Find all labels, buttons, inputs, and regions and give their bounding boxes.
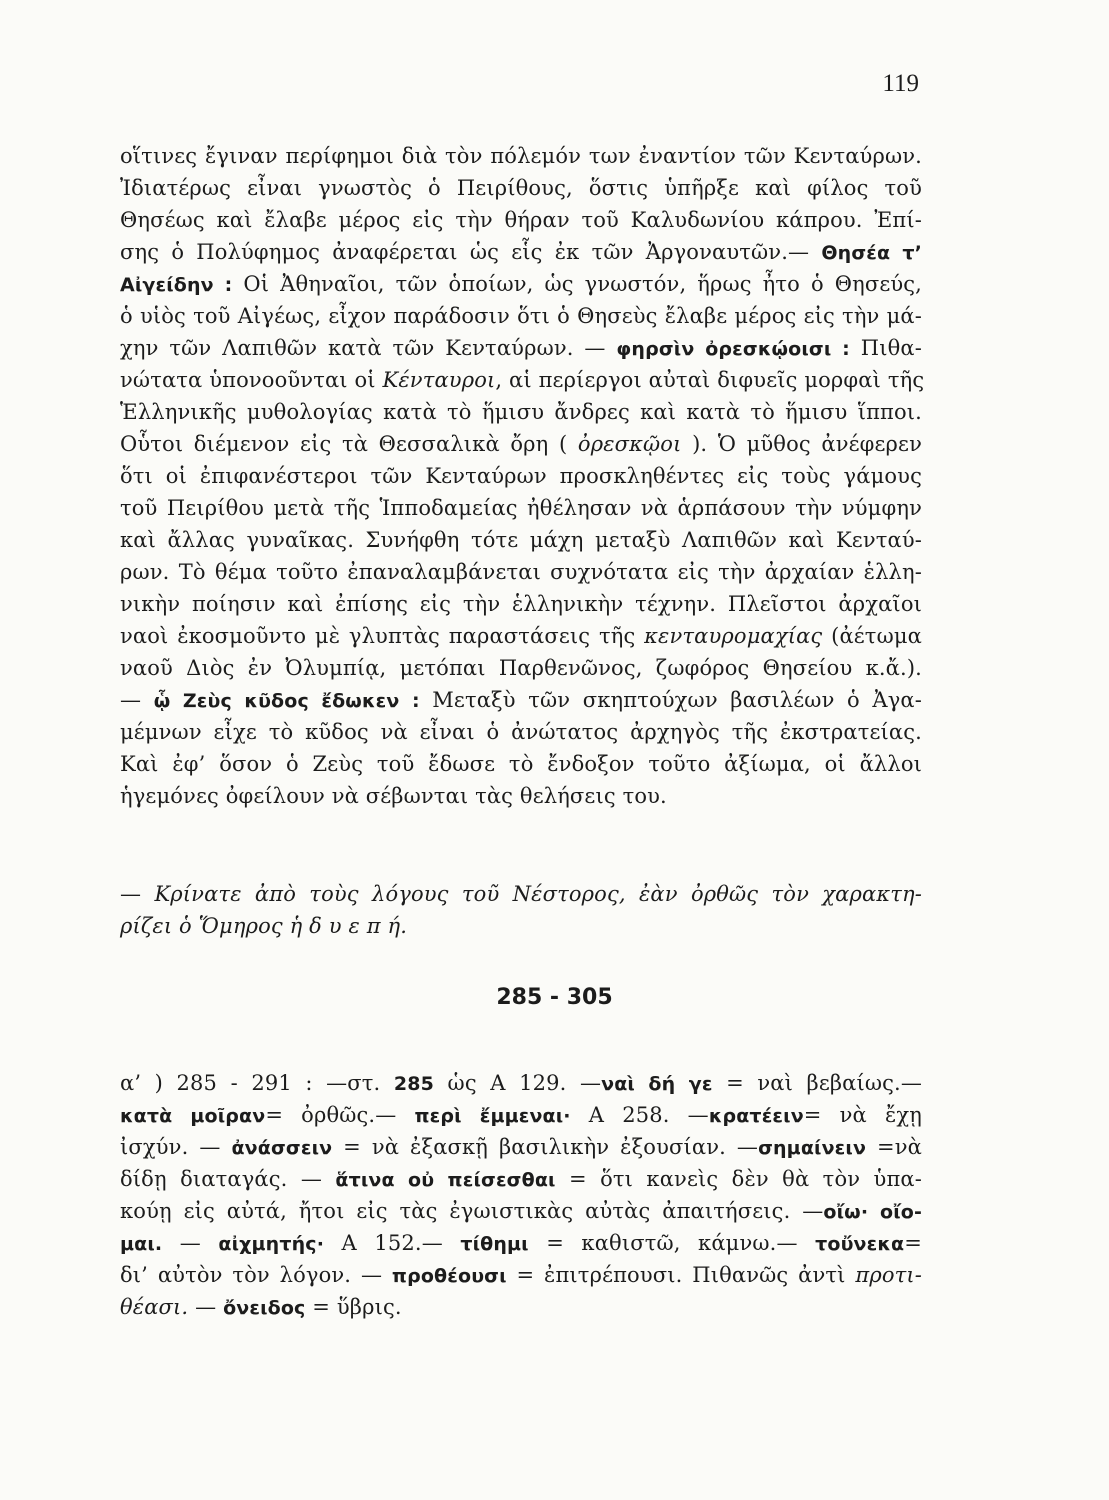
text-run: μέμνων εἶχε τὸ κῦδος νὰ εἶναι ὁ ἀνώτατος ἀρχηγὸς τῆς ἐκστρατείας. bbox=[120, 720, 922, 744]
commentary-main-text bbox=[120, 140, 925, 812]
text-run: οἵτινες ἔγιναν περίφημοι διὰ τὸν πόλεμόν των ἐναντίον τῶν Κενταύρων. bbox=[120, 144, 922, 168]
page-number: 119 bbox=[882, 70, 919, 97]
lemma-term: μαι. bbox=[120, 1233, 163, 1255]
text-line bbox=[120, 428, 922, 460]
lemma-term: οἴω· οἴο- bbox=[823, 1201, 922, 1223]
text-run: — bbox=[120, 882, 155, 906]
lemma-term: Αἰγείδην : bbox=[120, 274, 233, 296]
text-run: ναοῦ Διὸς ἐν Ὀλυμπίᾳ, μετόπαι Παρθενῶνος, ζωφόρος Θησείου κ.ἄ.). bbox=[120, 656, 922, 680]
lemma-term: ναὶ δή γε bbox=[601, 1073, 713, 1095]
text-line bbox=[120, 460, 922, 492]
text-run: (ἀέτωμα bbox=[822, 624, 922, 648]
italic-phrase: ρίζει ὁ Ὅμηρος ἡ δ υ ε π ή. bbox=[120, 914, 408, 938]
text-run: = καθιστῶ, κάμνω.— bbox=[528, 1231, 816, 1255]
text-run: ἡγεμόνες ὀφείλουν νὰ σέβωνται τὰς θελήσεις του. bbox=[120, 784, 667, 808]
text-run: — bbox=[188, 1295, 224, 1319]
text-run: α’ ) 285 - 291 : —στ. bbox=[120, 1071, 394, 1095]
text-run: ναοὶ ἐκοσμοῦντο μὲ γλυπτὰς παραστάσεις τῆς bbox=[120, 624, 645, 648]
lemma-term: τοὔνεκα bbox=[815, 1233, 905, 1255]
text-run: χην τῶν Λαπιθῶν κατὰ τῶν Κενταύρων. — bbox=[120, 336, 617, 360]
commentary-line bbox=[120, 1227, 922, 1259]
lemma-term: Θησέα τ’ bbox=[821, 242, 923, 264]
text-run: — bbox=[120, 688, 154, 712]
text-run: ὅτι οἱ ἐπιφανέστεροι τῶν Κενταύρων προσκληθέντες εἰς τοὺς γάμους bbox=[120, 464, 922, 488]
text-run: σης ὁ Πολύφημος ἀναφέρεται ὡς εἷς ἐκ τῶν Ἀργοναυτῶν.— bbox=[120, 240, 822, 264]
text-run: τοῦ Πειρίθου μετὰ τῆς Ἱπποδαμείας ἠθέλησαν νὰ ἁρπάσουν τὴν νύμφην bbox=[120, 496, 922, 520]
text-run: Ἑλληνικῆς μυθολογίας κατὰ τὸ ἥμισυ ἄνδρες καὶ κατὰ τὸ ἥμισυ ἵπποι. bbox=[120, 400, 922, 424]
text-line bbox=[120, 748, 922, 780]
commentary-line bbox=[120, 1163, 922, 1195]
text-run: — bbox=[162, 1231, 219, 1255]
italic-phrase: προτι- bbox=[855, 1263, 923, 1287]
text-run: ὡς Α 129. — bbox=[434, 1071, 602, 1095]
text-line bbox=[120, 620, 922, 652]
text-run: Ἰδιατέρως εἶναι γνωστὸς ὁ Πειρίθους, ὅστις ὑπῆρξε καὶ φίλος τοῦ bbox=[120, 176, 922, 200]
lemma-term: τίθημι bbox=[460, 1233, 529, 1255]
text-run: = ναὶ βεβαίως.— bbox=[712, 1071, 923, 1095]
text-run: = bbox=[904, 1231, 922, 1255]
text-line bbox=[120, 236, 922, 268]
text-run: νικὴν ποίησιν καὶ ἐπίσης εἰς τὴν ἑλληνικὴν τέχνην. Πλεῖστοι ἀρχαῖοι bbox=[120, 592, 922, 616]
text-run: , αἱ περίεργοι αὐταὶ διφυεῖς μορφαὶ τῆς bbox=[495, 368, 925, 392]
text-line bbox=[120, 588, 922, 620]
text-line bbox=[120, 332, 922, 364]
commentary-line bbox=[120, 1067, 922, 1099]
lemma-term: κατὰ μοῖραν bbox=[120, 1105, 266, 1127]
text-run: = ὀρθῶς.— bbox=[265, 1103, 415, 1127]
commentary-line bbox=[120, 1099, 922, 1131]
text-run: Πιθα- bbox=[849, 336, 922, 360]
lemma-term: περὶ ἔμμεναι· bbox=[414, 1105, 571, 1127]
commentary-line bbox=[120, 1259, 922, 1291]
text-run: = ἐπιτρέπουσι. Πιθανῶς ἀντὶ bbox=[506, 1263, 856, 1287]
lemma-term: ὄνειδος bbox=[223, 1297, 306, 1319]
question-line bbox=[120, 878, 922, 910]
text-line bbox=[120, 780, 922, 812]
text-line bbox=[120, 652, 922, 684]
text-run: ). Ὁ μῦθος ἀνέφερεν bbox=[681, 432, 922, 456]
text-run: Καὶ ἐφ’ ὅσον ὁ Ζεὺς τοῦ ἔδωσε τὸ ἔνδοξον τοῦτο ἀξίωμα, οἱ ἄλλοι bbox=[120, 752, 922, 776]
text-line bbox=[120, 204, 922, 236]
text-line bbox=[120, 300, 922, 332]
text-line bbox=[120, 396, 922, 428]
lemma-term: ἀνάσσειν bbox=[231, 1137, 333, 1159]
text-run: δι’ αὐτὸν τὸν λόγον. — bbox=[120, 1263, 392, 1287]
question-line bbox=[120, 910, 922, 942]
text-line bbox=[120, 268, 922, 300]
commentary-line bbox=[120, 1291, 922, 1323]
text-line bbox=[120, 684, 922, 716]
lemma-term: αἰχμητής· bbox=[218, 1233, 325, 1255]
lemma-term: ᾧ Ζεὺς κῦδος ἔδωκεν : bbox=[153, 690, 420, 712]
text-line bbox=[120, 716, 922, 748]
lemma-term: προθέουσι bbox=[391, 1265, 507, 1287]
text-run: = νὰ ἔχῃ bbox=[803, 1103, 923, 1127]
text-line bbox=[120, 556, 922, 588]
text-run: καὶ ἄλλας γυναῖκας. Συνήφθη τότε μάχη μεταξὺ Λαπιθῶν καὶ Κενταύ- bbox=[120, 528, 922, 552]
text-run: = νὰ ἐξασκῇ βασιλικὴν ἐξουσίαν. — bbox=[332, 1135, 759, 1159]
text-line bbox=[120, 524, 922, 556]
text-line bbox=[120, 140, 922, 172]
text-run: Α 258. — bbox=[570, 1103, 709, 1127]
italic-phrase: Κρίνατε ἀπὸ τοὺς λόγους τοῦ Νέστορος, ἐὰν ὀρθῶς τὸν χαρακτη- bbox=[154, 882, 923, 906]
question-paragraph bbox=[120, 878, 922, 942]
lemma-term: φηρσὶν ὀρεσκῴοισι : bbox=[616, 338, 850, 360]
text-run: νώτατα ὑπονοοῦνται οἱ bbox=[120, 368, 383, 392]
text-run: δίδῃ διαταγάς. — bbox=[120, 1167, 336, 1191]
lemma-term: σημαίνειν bbox=[758, 1137, 867, 1159]
lemma-term: 285 bbox=[393, 1073, 435, 1095]
text-line bbox=[120, 172, 922, 204]
italic-phrase: ὀρεσκῷοι bbox=[577, 432, 682, 456]
italic-phrase: κενταυρομαχίας bbox=[644, 624, 823, 648]
lemma-term: κρατέειν bbox=[708, 1105, 804, 1127]
text-run: Α 152.— bbox=[324, 1231, 461, 1255]
text-run: ὁ υἱὸς τοῦ Αἰγέως, εἶχον παράδοσιν ὅτι ὁ Θησεὺς ἔλαβε μέρος εἰς τὴν μά- bbox=[120, 304, 922, 328]
text-line bbox=[120, 364, 925, 396]
text-run: κούῃ εἰς αὐτά, ἤτοι εἰς τὰς ἐγωιστικὰς αὐτὰς ἀπαιτήσεις. — bbox=[120, 1199, 824, 1223]
text-run: ρων. Τὸ θέμα τοῦτο ἐπαναλαμβάνεται συχνότατα εἰς τὴν ἀρχαίαν ἑλλη- bbox=[120, 560, 922, 584]
text-run: Θησέως καὶ ἔλαβε μέρος εἰς τὴν θήραν τοῦ Καλυδωνίου κάπρου. Ἐπί- bbox=[120, 208, 922, 232]
text-run: Μεταξὺ τῶν σκηπτούχων βασιλέων ὁ Ἀγα- bbox=[419, 688, 922, 712]
lemma-term: ἅτινα οὐ πείσεσθαι bbox=[335, 1169, 556, 1191]
section-heading: 285 - 305 bbox=[496, 985, 613, 1010]
text-run: = ὕβρις. bbox=[305, 1295, 402, 1319]
italic-phrase: Κένταυροι bbox=[382, 368, 496, 392]
commentary-line bbox=[120, 1131, 922, 1163]
text-run: Οἱ Ἀθηναῖοι, τῶν ὁποίων, ὡς γνωστόν, ἥρως ἦτο ὁ Θησεύς, bbox=[232, 272, 922, 296]
commentary-line bbox=[120, 1195, 922, 1227]
text-run: = ὅτι κανεὶς δὲν θὰ τὸν ὑπα- bbox=[555, 1167, 922, 1191]
text-run: Οὗτοι διέμενον εἰς τὰ Θεσσαλικὰ ὄρη ( bbox=[120, 432, 578, 456]
text-line bbox=[120, 492, 922, 524]
line-commentary-text bbox=[120, 1067, 922, 1323]
text-run: ἰσχύν. — bbox=[120, 1135, 232, 1159]
text-run: =νὰ bbox=[866, 1135, 922, 1159]
italic-phrase: θέασι. bbox=[120, 1295, 189, 1319]
